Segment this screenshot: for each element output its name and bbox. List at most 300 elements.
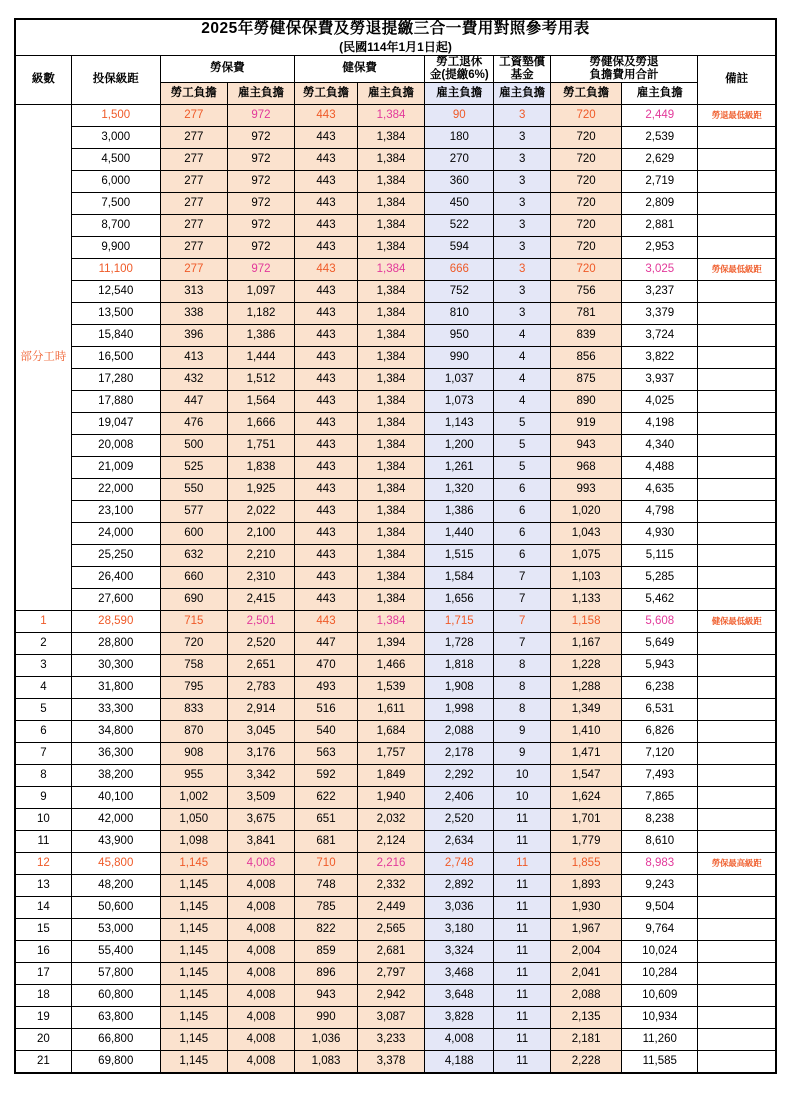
- cell-remark: [698, 391, 776, 413]
- cell-salary: 69,800: [71, 1051, 160, 1074]
- cell-salary: 9,900: [71, 237, 160, 259]
- cell-health-insurance-employer: 3,233: [357, 1029, 424, 1051]
- cell-labor-insurance-employer: 4,008: [227, 1007, 294, 1029]
- cell-labor-pension: 522: [425, 215, 494, 237]
- cell-remark: [698, 611, 776, 633]
- header-health-insurance: 健保費: [295, 55, 425, 82]
- cell-labor-insurance-employee: 277: [160, 105, 227, 127]
- cell-health-insurance-employee: 443: [295, 523, 358, 545]
- cell-health-insurance-employer: 2,216: [357, 853, 424, 875]
- cell-labor-pension: 752: [425, 281, 494, 303]
- cell-labor-insurance-employer: 2,520: [227, 633, 294, 655]
- cell-labor-insurance-employee: 413: [160, 347, 227, 369]
- cell-wage-fund: 6: [494, 523, 550, 545]
- cell-health-insurance-employer: 2,797: [357, 963, 424, 985]
- cell-labor-pension: 1,728: [425, 633, 494, 655]
- cell-salary: 17,880: [71, 391, 160, 413]
- cell-wage-fund: 3: [494, 193, 550, 215]
- cell-health-insurance-employer: 1,384: [357, 149, 424, 171]
- cell-total-employee: 1,075: [550, 545, 622, 567]
- cell-health-insurance-employer: 2,942: [357, 985, 424, 1007]
- cell-labor-insurance-employee: 795: [160, 677, 227, 699]
- cell-labor-insurance-employer: 1,097: [227, 281, 294, 303]
- cell-labor-insurance-employee: 313: [160, 281, 227, 303]
- cell-labor-insurance-employer: 4,008: [227, 941, 294, 963]
- cell-labor-insurance-employer: 2,783: [227, 677, 294, 699]
- cell-total-employee: 1,547: [550, 765, 622, 787]
- cell-labor-pension: 2,178: [425, 743, 494, 765]
- cell-remark: [698, 743, 776, 765]
- cell-total-employee: 993: [550, 479, 622, 501]
- cell-level: 16: [15, 941, 71, 963]
- cell-health-insurance-employee: 443: [295, 347, 358, 369]
- cell-remark: [698, 1007, 776, 1029]
- cell-health-insurance-employer: 1,384: [357, 611, 424, 633]
- cell-labor-insurance-employee: 660: [160, 567, 227, 589]
- cell-labor-pension: 180: [425, 127, 494, 149]
- cell-health-insurance-employee: 443: [295, 413, 358, 435]
- cell-health-insurance-employer: 1,384: [357, 501, 424, 523]
- cell-level: 2: [15, 633, 71, 655]
- cell-total-employer: 7,120: [622, 743, 698, 765]
- cell-labor-insurance-employee: 577: [160, 501, 227, 523]
- cell-wage-fund: 11: [494, 1007, 550, 1029]
- cell-labor-insurance-employer: 972: [227, 105, 294, 127]
- cell-health-insurance-employee: 443: [295, 127, 358, 149]
- cell-labor-pension: 1,715: [425, 611, 494, 633]
- cell-labor-insurance-employee: 277: [160, 193, 227, 215]
- cell-health-insurance-employer: 1,384: [357, 545, 424, 567]
- title-line-1: 2025年勞健保保費及勞退提繳三合一費用對照參考用表: [201, 20, 590, 37]
- cell-labor-insurance-employee: 758: [160, 655, 227, 677]
- cell-total-employer: 5,462: [622, 589, 698, 611]
- cell-remark: [698, 413, 776, 435]
- cell-salary: 33,300: [71, 699, 160, 721]
- cell-total-employer: 6,826: [622, 721, 698, 743]
- cell-health-insurance-employee: 1,083: [295, 1051, 358, 1074]
- cell-health-insurance-employee: 443: [295, 259, 358, 281]
- cell-total-employer: 2,629: [622, 149, 698, 171]
- cell-health-insurance-employee: 447: [295, 633, 358, 655]
- cell-health-insurance-employee: 563: [295, 743, 358, 765]
- subheader-li-employer: 雇主負擔: [227, 83, 294, 105]
- cell-wage-fund: 8: [494, 699, 550, 721]
- table-row: [15, 237, 776, 259]
- table-row: [15, 897, 776, 919]
- cell-wage-fund: 8: [494, 677, 550, 699]
- table-row: [15, 215, 776, 237]
- cell-labor-insurance-employer: 1,386: [227, 325, 294, 347]
- remark-note: 健保最低級距: [711, 615, 762, 626]
- cell-labor-insurance-employer: 972: [227, 259, 294, 281]
- cell-labor-insurance-employer: 2,210: [227, 545, 294, 567]
- cell-total-employer: 2,809: [622, 193, 698, 215]
- cell-health-insurance-employer: 2,565: [357, 919, 424, 941]
- cell-health-insurance-employer: 1,539: [357, 677, 424, 699]
- cell-remark: [698, 1051, 776, 1074]
- cell-total-employee: 1,779: [550, 831, 622, 853]
- cell-total-employer: 3,237: [622, 281, 698, 303]
- cell-total-employee: 720: [550, 105, 622, 127]
- header-level: 級數: [15, 55, 71, 104]
- table-row: [15, 457, 776, 479]
- cell-health-insurance-employee: 443: [295, 457, 358, 479]
- cell-labor-insurance-employee: 1,145: [160, 1051, 227, 1074]
- cell-wage-fund: 3: [494, 171, 550, 193]
- title-line-2: (民國114年1月1日起): [339, 39, 452, 54]
- cell-salary: 45,800: [71, 853, 160, 875]
- cell-labor-pension: 1,515: [425, 545, 494, 567]
- subheader-fund-employer: 雇主負擔: [494, 83, 550, 105]
- cell-total-employer: 8,610: [622, 831, 698, 853]
- cell-salary: 13,500: [71, 303, 160, 325]
- cell-health-insurance-employer: 1,384: [357, 567, 424, 589]
- cell-total-employer: 3,937: [622, 369, 698, 391]
- cell-health-insurance-employee: 443: [295, 501, 358, 523]
- cell-level: 7: [15, 743, 71, 765]
- cell-salary: 31,800: [71, 677, 160, 699]
- cell-total-employer: 4,488: [622, 457, 698, 479]
- cell-labor-insurance-employee: 870: [160, 721, 227, 743]
- cell-wage-fund: 11: [494, 897, 550, 919]
- cell-salary: 50,600: [71, 897, 160, 919]
- cell-health-insurance-employee: 622: [295, 787, 358, 809]
- cell-total-employee: 839: [550, 325, 622, 347]
- cell-labor-pension: 1,440: [425, 523, 494, 545]
- cell-remark: [698, 985, 776, 1007]
- table-row: [15, 1029, 776, 1051]
- table-body: [15, 105, 776, 1074]
- cell-labor-insurance-employer: 972: [227, 149, 294, 171]
- cell-labor-insurance-employee: 600: [160, 523, 227, 545]
- table-row: [15, 413, 776, 435]
- cell-wage-fund: 11: [494, 809, 550, 831]
- cell-level: 8: [15, 765, 71, 787]
- cell-level: 18: [15, 985, 71, 1007]
- cell-health-insurance-employer: 1,384: [357, 369, 424, 391]
- cell-labor-insurance-employer: 3,176: [227, 743, 294, 765]
- table-row: [15, 303, 776, 325]
- premium-reference-table: [14, 18, 777, 1074]
- cell-health-insurance-employer: 1,384: [357, 281, 424, 303]
- cell-labor-pension: 2,748: [425, 853, 494, 875]
- cell-wage-fund: 10: [494, 765, 550, 787]
- part-time-label: 部分工時: [15, 105, 71, 611]
- cell-remark: [698, 215, 776, 237]
- cell-health-insurance-employer: 1,384: [357, 413, 424, 435]
- cell-labor-insurance-employee: 908: [160, 743, 227, 765]
- table-row: [15, 281, 776, 303]
- cell-total-employer: 9,243: [622, 875, 698, 897]
- cell-labor-insurance-employee: 1,145: [160, 985, 227, 1007]
- cell-labor-pension: 3,648: [425, 985, 494, 1007]
- cell-total-employer: 5,649: [622, 633, 698, 655]
- table-row: [15, 875, 776, 897]
- table-row: [15, 105, 776, 127]
- cell-labor-insurance-employer: 3,841: [227, 831, 294, 853]
- cell-health-insurance-employee: 651: [295, 809, 358, 831]
- cell-health-insurance-employer: 1,611: [357, 699, 424, 721]
- cell-remark: [698, 655, 776, 677]
- header-labor-pension-line1: 勞工退休: [436, 55, 483, 68]
- header-combined-line1: 勞健保及勞退: [589, 55, 659, 68]
- cell-labor-insurance-employee: 1,145: [160, 919, 227, 941]
- table-row: [15, 501, 776, 523]
- cell-remark: [698, 963, 776, 985]
- table-row: [15, 171, 776, 193]
- cell-wage-fund: 11: [494, 941, 550, 963]
- table-title-row: [15, 19, 776, 55]
- cell-labor-pension: 2,634: [425, 831, 494, 853]
- subheader-li-employee: 勞工負擔: [160, 83, 227, 105]
- cell-health-insurance-employee: 470: [295, 655, 358, 677]
- table-row: [15, 853, 776, 875]
- cell-total-employee: 1,624: [550, 787, 622, 809]
- cell-labor-insurance-employee: 1,145: [160, 897, 227, 919]
- cell-total-employer: 8,983: [622, 853, 698, 875]
- cell-total-employee: 2,181: [550, 1029, 622, 1051]
- table-row: [15, 941, 776, 963]
- cell-labor-insurance-employer: 1,182: [227, 303, 294, 325]
- cell-salary: 23,100: [71, 501, 160, 523]
- table-row: [15, 633, 776, 655]
- cell-labor-insurance-employer: 1,512: [227, 369, 294, 391]
- cell-labor-insurance-employee: 525: [160, 457, 227, 479]
- cell-level: 13: [15, 875, 71, 897]
- cell-remark: [698, 479, 776, 501]
- cell-labor-insurance-employee: 277: [160, 259, 227, 281]
- cell-labor-insurance-employer: 3,045: [227, 721, 294, 743]
- subheader-hi-employee: 勞工負擔: [295, 83, 358, 105]
- cell-labor-pension: 950: [425, 325, 494, 347]
- cell-salary: 38,200: [71, 765, 160, 787]
- cell-remark: [698, 237, 776, 259]
- header-combined-line2: 負擔費用合計: [589, 68, 659, 81]
- cell-remark: [698, 787, 776, 809]
- cell-wage-fund: 3: [494, 237, 550, 259]
- table-row: [15, 193, 776, 215]
- cell-salary: 43,900: [71, 831, 160, 853]
- cell-total-employer: 2,449: [622, 105, 698, 127]
- cell-labor-pension: 1,656: [425, 589, 494, 611]
- cell-labor-insurance-employer: 1,925: [227, 479, 294, 501]
- cell-remark: [698, 897, 776, 919]
- cell-salary: 30,300: [71, 655, 160, 677]
- cell-total-employee: 1,288: [550, 677, 622, 699]
- cell-wage-fund: 5: [494, 457, 550, 479]
- header-wage-fund-line1: 工資墊償: [499, 55, 546, 68]
- cell-total-employer: 9,504: [622, 897, 698, 919]
- cell-wage-fund: 11: [494, 963, 550, 985]
- cell-health-insurance-employee: 516: [295, 699, 358, 721]
- cell-level: 11: [15, 831, 71, 853]
- cell-wage-fund: 3: [494, 281, 550, 303]
- cell-total-employer: 3,025: [622, 259, 698, 281]
- cell-salary: 36,300: [71, 743, 160, 765]
- cell-salary: 6,000: [71, 171, 160, 193]
- cell-total-employee: 720: [550, 193, 622, 215]
- cell-remark: [698, 809, 776, 831]
- cell-health-insurance-employer: 2,332: [357, 875, 424, 897]
- cell-total-employee: 1,133: [550, 589, 622, 611]
- cell-wage-fund: 7: [494, 611, 550, 633]
- cell-labor-insurance-employee: 277: [160, 171, 227, 193]
- cell-health-insurance-employer: 1,849: [357, 765, 424, 787]
- cell-total-employer: 10,934: [622, 1007, 698, 1029]
- cell-labor-insurance-employee: 1,050: [160, 809, 227, 831]
- cell-labor-insurance-employer: 1,564: [227, 391, 294, 413]
- cell-labor-pension: 3,828: [425, 1007, 494, 1029]
- cell-labor-pension: 2,292: [425, 765, 494, 787]
- cell-labor-insurance-employer: 4,008: [227, 1051, 294, 1074]
- cell-total-employer: 2,539: [622, 127, 698, 149]
- cell-health-insurance-employee: 540: [295, 721, 358, 743]
- cell-health-insurance-employee: 443: [295, 479, 358, 501]
- cell-salary: 63,800: [71, 1007, 160, 1029]
- cell-remark: [698, 171, 776, 193]
- cell-labor-pension: 3,036: [425, 897, 494, 919]
- table-row: [15, 545, 776, 567]
- cell-labor-pension: 1,037: [425, 369, 494, 391]
- cell-total-employee: 1,471: [550, 743, 622, 765]
- cell-level: 15: [15, 919, 71, 941]
- cell-labor-insurance-employee: 1,145: [160, 853, 227, 875]
- cell-salary: 28,590: [71, 611, 160, 633]
- cell-labor-insurance-employer: 3,342: [227, 765, 294, 787]
- header-combined: [550, 55, 697, 82]
- cell-wage-fund: 8: [494, 655, 550, 677]
- cell-labor-insurance-employee: 715: [160, 611, 227, 633]
- cell-remark: [698, 369, 776, 391]
- cell-total-employer: 5,943: [622, 655, 698, 677]
- cell-total-employer: 4,198: [622, 413, 698, 435]
- cell-wage-fund: 9: [494, 721, 550, 743]
- cell-health-insurance-employee: 443: [295, 325, 358, 347]
- cell-labor-insurance-employee: 432: [160, 369, 227, 391]
- cell-level: 1: [15, 611, 71, 633]
- cell-labor-insurance-employee: 1,145: [160, 941, 227, 963]
- cell-labor-insurance-employer: 2,022: [227, 501, 294, 523]
- cell-total-employer: 4,340: [622, 435, 698, 457]
- cell-labor-insurance-employer: 1,444: [227, 347, 294, 369]
- cell-labor-insurance-employee: 955: [160, 765, 227, 787]
- cell-labor-insurance-employer: 972: [227, 171, 294, 193]
- cell-level: 3: [15, 655, 71, 677]
- cell-total-employer: 2,953: [622, 237, 698, 259]
- cell-level: 20: [15, 1029, 71, 1051]
- cell-salary: 3,000: [71, 127, 160, 149]
- cell-health-insurance-employee: 493: [295, 677, 358, 699]
- cell-total-employer: 8,238: [622, 809, 698, 831]
- cell-remark: [698, 347, 776, 369]
- cell-remark: [698, 1029, 776, 1051]
- cell-level: 17: [15, 963, 71, 985]
- cell-health-insurance-employer: 1,384: [357, 259, 424, 281]
- cell-remark: [698, 501, 776, 523]
- table-row: [15, 589, 776, 611]
- cell-total-employee: 1,043: [550, 523, 622, 545]
- table-row: [15, 963, 776, 985]
- cell-salary: 4,500: [71, 149, 160, 171]
- cell-total-employee: 1,930: [550, 897, 622, 919]
- cell-health-insurance-employer: 1,940: [357, 787, 424, 809]
- cell-health-insurance-employer: 1,384: [357, 523, 424, 545]
- cell-total-employee: 1,103: [550, 567, 622, 589]
- cell-remark: [698, 721, 776, 743]
- cell-health-insurance-employer: 1,384: [357, 589, 424, 611]
- cell-total-employee: 720: [550, 237, 622, 259]
- cell-health-insurance-employer: 2,032: [357, 809, 424, 831]
- cell-wage-fund: 7: [494, 567, 550, 589]
- cell-salary: 7,500: [71, 193, 160, 215]
- table-title-cell: [15, 19, 776, 55]
- cell-total-employee: 720: [550, 215, 622, 237]
- cell-remark: [698, 941, 776, 963]
- cell-total-employee: 1,701: [550, 809, 622, 831]
- cell-total-employee: 856: [550, 347, 622, 369]
- cell-labor-insurance-employer: 2,100: [227, 523, 294, 545]
- cell-wage-fund: 3: [494, 215, 550, 237]
- cell-level: 6: [15, 721, 71, 743]
- cell-labor-insurance-employee: 550: [160, 479, 227, 501]
- cell-level: 21: [15, 1051, 71, 1074]
- cell-total-employee: 1,158: [550, 611, 622, 633]
- cell-health-insurance-employer: 1,384: [357, 237, 424, 259]
- cell-labor-pension: 450: [425, 193, 494, 215]
- cell-labor-pension: 90: [425, 105, 494, 127]
- subheader-total-employee: 勞工負擔: [550, 83, 622, 105]
- cell-labor-insurance-employee: 632: [160, 545, 227, 567]
- cell-total-employee: 1,020: [550, 501, 622, 523]
- cell-health-insurance-employer: 2,124: [357, 831, 424, 853]
- table-row: [15, 831, 776, 853]
- cell-total-employer: 10,024: [622, 941, 698, 963]
- cell-labor-pension: 360: [425, 171, 494, 193]
- cell-health-insurance-employee: 681: [295, 831, 358, 853]
- cell-health-insurance-employee: 785: [295, 897, 358, 919]
- cell-wage-fund: 4: [494, 391, 550, 413]
- cell-health-insurance-employee: 443: [295, 545, 358, 567]
- cell-labor-pension: 4,188: [425, 1051, 494, 1074]
- header-labor-insurance: 勞保費: [160, 55, 294, 82]
- cell-health-insurance-employee: 443: [295, 237, 358, 259]
- cell-labor-insurance-employee: 1,145: [160, 963, 227, 985]
- cell-total-employer: 3,822: [622, 347, 698, 369]
- cell-health-insurance-employer: 1,384: [357, 347, 424, 369]
- cell-wage-fund: 3: [494, 127, 550, 149]
- cell-health-insurance-employer: 2,681: [357, 941, 424, 963]
- cell-labor-pension: 990: [425, 347, 494, 369]
- cell-salary: 22,000: [71, 479, 160, 501]
- cell-wage-fund: 7: [494, 589, 550, 611]
- cell-wage-fund: 11: [494, 831, 550, 853]
- subheader-hi-employer: 雇主負擔: [357, 83, 424, 105]
- cell-total-employee: 1,967: [550, 919, 622, 941]
- cell-labor-pension: 4,008: [425, 1029, 494, 1051]
- cell-remark: [698, 545, 776, 567]
- cell-labor-insurance-employee: 277: [160, 149, 227, 171]
- cell-labor-insurance-employee: 720: [160, 633, 227, 655]
- table-row: [15, 347, 776, 369]
- header-salary-range: 投保級距: [71, 55, 160, 104]
- cell-salary: 27,600: [71, 589, 160, 611]
- cell-remark: [698, 435, 776, 457]
- cell-labor-insurance-employer: 2,651: [227, 655, 294, 677]
- cell-salary: 20,008: [71, 435, 160, 457]
- cell-wage-fund: 10: [494, 787, 550, 809]
- cell-total-employer: 3,379: [622, 303, 698, 325]
- cell-labor-insurance-employee: 277: [160, 237, 227, 259]
